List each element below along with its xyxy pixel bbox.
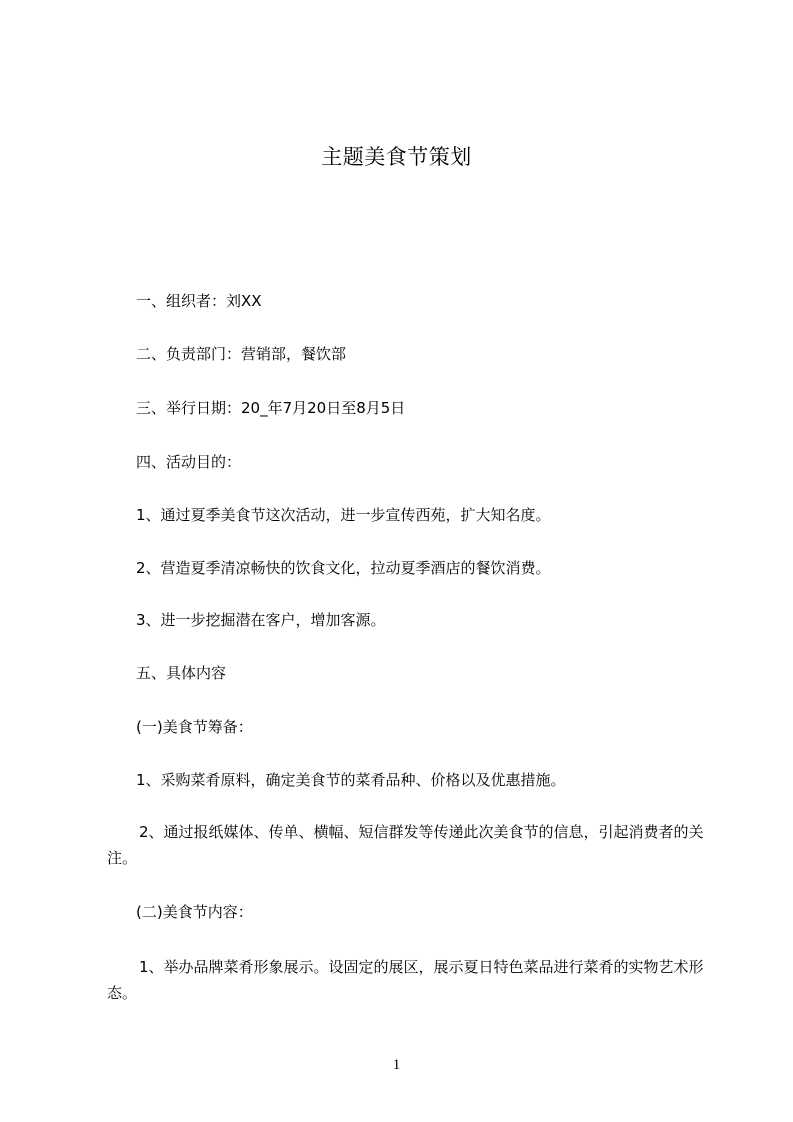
paragraph-content-subheading: (二)美食节内容： [136, 903, 253, 921]
paragraph-preparation-1: 1、采购菜肴原料，确定美食节的菜肴品种、价格以及优惠措施。 [136, 771, 566, 789]
paragraph-department: 二、负责部门：营销部，餐饮部 [136, 345, 347, 363]
paragraph-purpose-1: 1、通过夏季美食节这次活动，进一步宣传西苑，扩大知名度。 [136, 506, 551, 524]
paragraph-preparation-2: 2、通过报纸媒体、传单、横幅、短信群发等传递此次美食节的信息，引起消费者的关注。 [107, 823, 704, 867]
paragraph-purpose-heading: 四、活动目的： [136, 453, 242, 471]
paragraph-content-heading: 五、具体内容 [136, 664, 227, 682]
paragraph-date: 三、举行日期：20_年7月20日至8月5日 [136, 399, 406, 417]
paragraph-content-1: 1、举办品牌菜肴形象展示。设固定的展区，展示夏日特色菜品进行菜肴的实物艺术形态。 [107, 958, 704, 1002]
paragraph-preparation-heading: (一)美食节筹备： [136, 718, 253, 736]
paragraph-purpose-2: 2、营造夏季清凉畅快的饮食文化，拉动夏季酒店的餐饮消费。 [136, 559, 551, 577]
document-title: 主题美食节策划 [321, 145, 472, 169]
page-number: 1 [392, 1057, 401, 1073]
paragraph-purpose-3: 3、进一步挖掘潜在客户，增加客源。 [136, 611, 386, 629]
paragraph-organizer: 一、组织者：刘XX [136, 292, 262, 310]
